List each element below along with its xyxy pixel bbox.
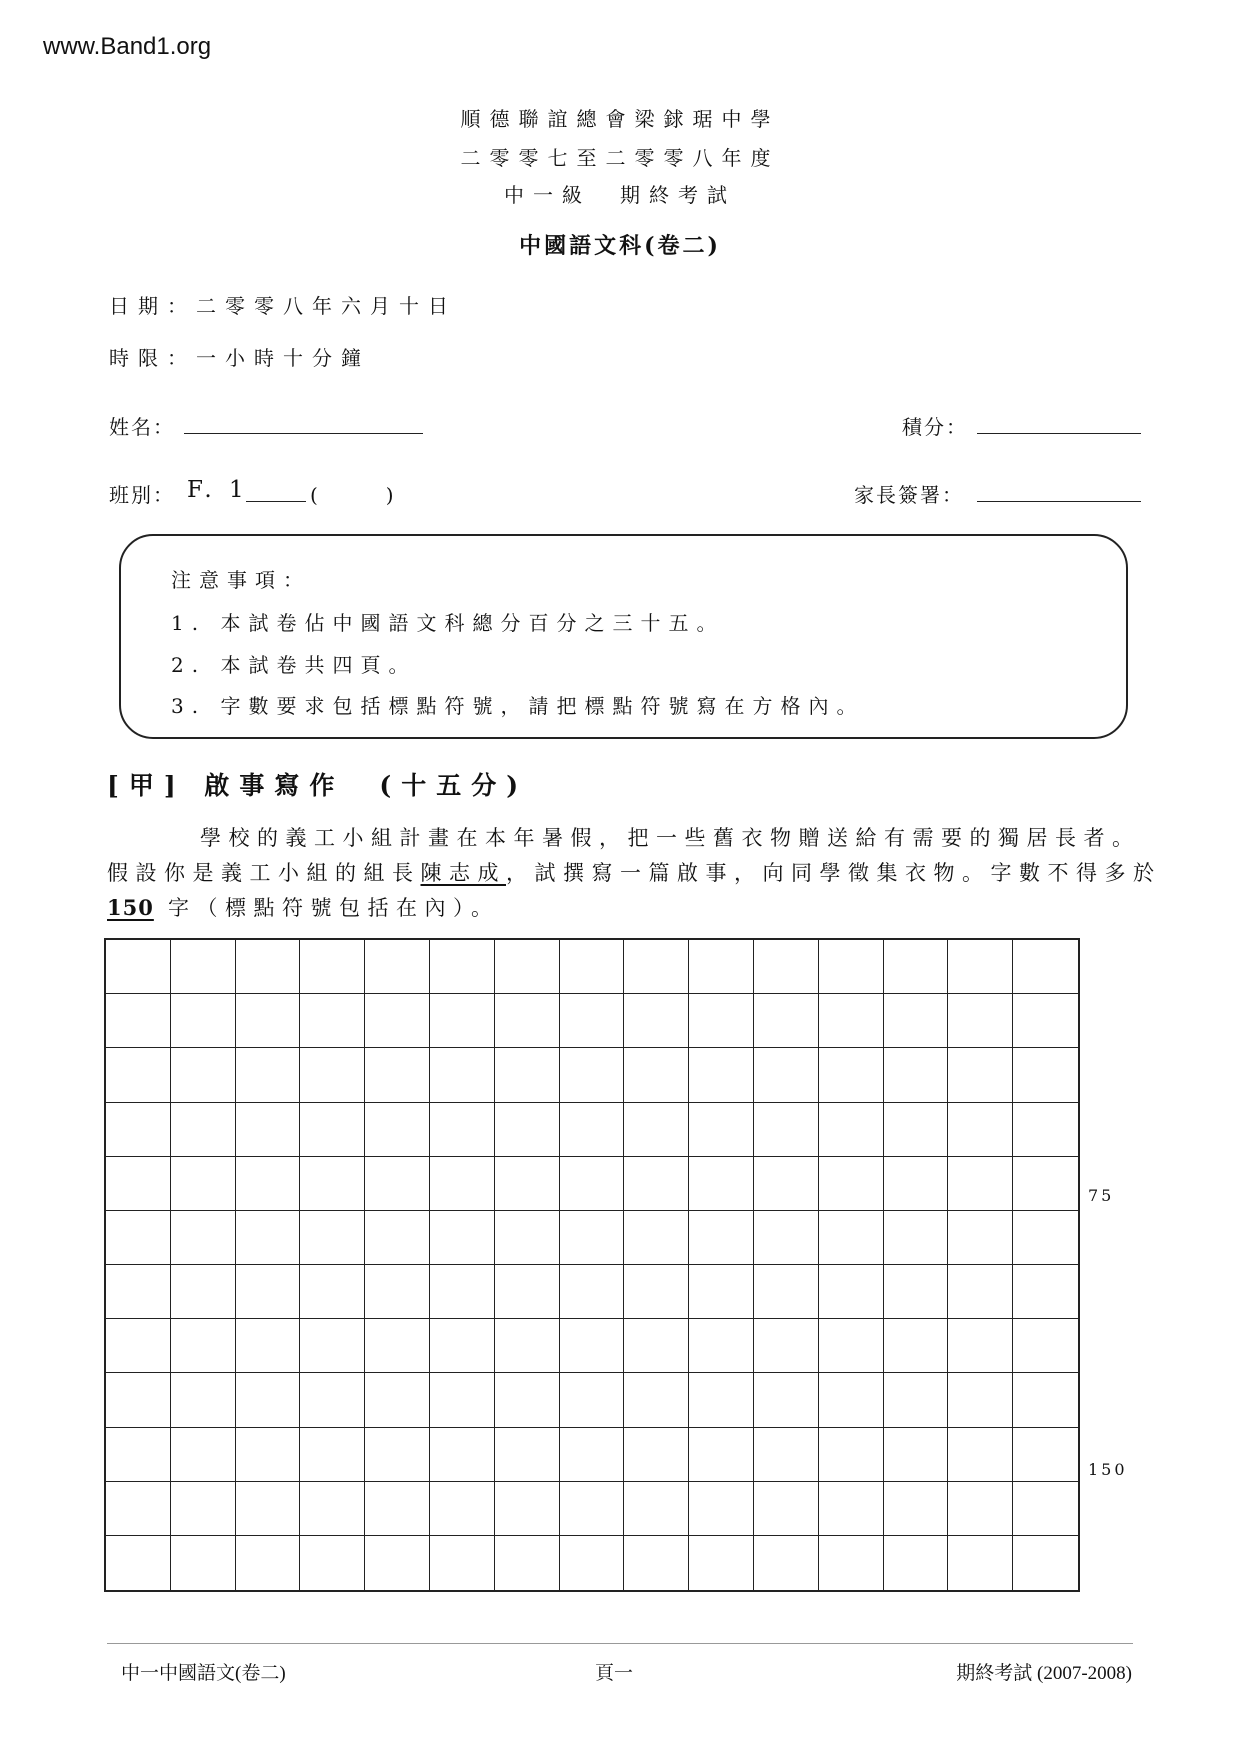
grid-cell[interactable]	[236, 1265, 301, 1319]
grid-cell[interactable]	[300, 1536, 365, 1590]
grid-cell[interactable]	[430, 940, 495, 994]
grid-cell[interactable]	[689, 940, 754, 994]
grid-cell[interactable]	[689, 1536, 754, 1590]
grid-cell[interactable]	[560, 1482, 625, 1536]
grid-cell[interactable]	[171, 1157, 236, 1211]
grid-cell[interactable]	[819, 1428, 884, 1482]
name-field[interactable]	[184, 433, 423, 434]
grid-cell[interactable]	[948, 1428, 1013, 1482]
grid-cell[interactable]	[624, 1428, 689, 1482]
grid-cell[interactable]	[948, 940, 1013, 994]
footer-right: 期終考試 (2007-2008)	[956, 1663, 1132, 1684]
grid-cell[interactable]	[560, 1373, 625, 1427]
grid-cell[interactable]	[495, 1103, 560, 1157]
grid-cell[interactable]	[106, 1265, 171, 1319]
grid-cell[interactable]	[560, 1048, 625, 1102]
grid-cell[interactable]	[754, 1157, 819, 1211]
footer-page: 頁一	[595, 1663, 634, 1684]
grid-cell[interactable]	[106, 1373, 171, 1427]
grid-cell[interactable]	[106, 940, 171, 994]
grid-cell[interactable]	[624, 940, 689, 994]
grid-cell[interactable]	[948, 1536, 1013, 1590]
grid-cell[interactable]	[300, 994, 365, 1048]
grid-cell[interactable]	[754, 1319, 819, 1373]
score-label: 積分：	[902, 415, 968, 439]
grid-cell[interactable]	[819, 1103, 884, 1157]
grid-cell[interactable]	[300, 1211, 365, 1265]
prompt-text: 假設你是義工小組的組長	[107, 861, 421, 885]
grid-cell[interactable]	[495, 1265, 560, 1319]
grid-cell[interactable]	[624, 1265, 689, 1319]
grid-cell[interactable]	[495, 1373, 560, 1427]
grid-cell[interactable]	[754, 1428, 819, 1482]
grid-cell[interactable]	[236, 940, 301, 994]
count-marker-75: 75	[1088, 1186, 1115, 1205]
grid-cell[interactable]	[948, 1103, 1013, 1157]
exam-duration: 時限：一小時十分鐘	[109, 346, 370, 370]
grid-cell[interactable]	[365, 940, 430, 994]
grid-cell[interactable]	[754, 1211, 819, 1265]
grid-cell[interactable]	[884, 1211, 949, 1265]
footer-divider	[107, 1643, 1133, 1644]
grid-cell[interactable]	[560, 940, 625, 994]
grid-cell[interactable]	[300, 1319, 365, 1373]
grid-cell[interactable]	[365, 1157, 430, 1211]
grid-cell[interactable]	[430, 1482, 495, 1536]
site-watermark: www.Band1.org	[43, 33, 212, 60]
grid-cell[interactable]	[365, 994, 430, 1048]
grid-cell[interactable]	[819, 1211, 884, 1265]
grid-cell[interactable]	[236, 994, 301, 1048]
grid-cell[interactable]	[560, 1157, 625, 1211]
grid-cell[interactable]	[171, 1211, 236, 1265]
grid-cell[interactable]	[171, 1103, 236, 1157]
grid-cell[interactable]	[236, 1048, 301, 1102]
grid-cell[interactable]	[300, 1482, 365, 1536]
class-number-field[interactable]: ( )	[310, 483, 396, 507]
grid-cell[interactable]	[884, 1265, 949, 1319]
grid-cell[interactable]	[1013, 1265, 1078, 1319]
school-name: 順德聯誼總會梁銶琚中學	[460, 107, 780, 131]
grid-cell[interactable]	[106, 1157, 171, 1211]
grid-cell[interactable]	[884, 1103, 949, 1157]
grid-cell[interactable]	[171, 1265, 236, 1319]
leader-name: 陳志成	[420, 861, 506, 885]
grid-cell[interactable]	[365, 1211, 430, 1265]
grid-cell[interactable]	[948, 1211, 1013, 1265]
grid-cell[interactable]	[948, 1265, 1013, 1319]
grid-cell[interactable]	[236, 1428, 301, 1482]
grid-cell[interactable]	[430, 1103, 495, 1157]
grid-cell[interactable]	[430, 994, 495, 1048]
grid-cell[interactable]	[236, 1211, 301, 1265]
grid-cell[interactable]	[1013, 1211, 1078, 1265]
grid-cell[interactable]	[365, 1319, 430, 1373]
grid-cell[interactable]	[430, 1319, 495, 1373]
grid-cell[interactable]	[689, 1211, 754, 1265]
grid-cell[interactable]	[106, 1211, 171, 1265]
grid-cell[interactable]	[300, 1048, 365, 1102]
grid-cell[interactable]	[624, 1482, 689, 1536]
grid-cell[interactable]	[236, 1319, 301, 1373]
grid-cell[interactable]	[884, 1482, 949, 1536]
grid-cell[interactable]	[754, 994, 819, 1048]
grid-cell[interactable]	[300, 1265, 365, 1319]
grid-cell[interactable]	[754, 1048, 819, 1102]
grid-cell[interactable]	[171, 1319, 236, 1373]
grid-cell[interactable]	[171, 1428, 236, 1482]
word-limit: 150	[107, 895, 154, 920]
grid-cell[interactable]	[689, 1373, 754, 1427]
grid-cell[interactable]	[884, 1373, 949, 1427]
grid-cell[interactable]	[754, 1103, 819, 1157]
grid-cell[interactable]	[819, 1536, 884, 1590]
grid-cell[interactable]	[754, 1536, 819, 1590]
grid-cell[interactable]	[495, 1319, 560, 1373]
grid-cell[interactable]	[430, 1265, 495, 1319]
notice-item: 2. 本試卷共四頁。	[171, 653, 417, 677]
grid-cell[interactable]	[365, 1265, 430, 1319]
grid-cell[interactable]	[171, 1482, 236, 1536]
grid-cell[interactable]	[106, 1048, 171, 1102]
grid-cell[interactable]	[819, 1265, 884, 1319]
grid-cell[interactable]	[236, 1536, 301, 1590]
grid-cell[interactable]	[689, 1428, 754, 1482]
grid-cell[interactable]	[1013, 1319, 1078, 1373]
footer-left: 中一中國語文(卷二)	[121, 1663, 286, 1684]
grid-cell[interactable]	[560, 1428, 625, 1482]
grid-cell[interactable]	[495, 1428, 560, 1482]
grid-cell[interactable]	[495, 994, 560, 1048]
grid-cell[interactable]	[884, 994, 949, 1048]
grid-cell[interactable]	[365, 1482, 430, 1536]
grid-cell[interactable]	[430, 1048, 495, 1102]
grid-cell[interactable]	[948, 1319, 1013, 1373]
grid-cell[interactable]	[106, 994, 171, 1048]
grid-cell[interactable]	[624, 1319, 689, 1373]
prompt-text: ，試撰寫一篇啟事，向同學徵集衣物。字數不得多於	[506, 861, 1162, 885]
grid-cell[interactable]	[106, 1536, 171, 1590]
grid-cell[interactable]	[300, 1373, 365, 1427]
grid-cell[interactable]	[819, 1319, 884, 1373]
prompt-line-1: 學校的義工小組計畫在本年暑假，把一些舊衣物贈送給有需要的獨居長者。	[200, 826, 1141, 850]
grid-cell[interactable]	[300, 1103, 365, 1157]
score-field[interactable]	[977, 433, 1141, 434]
grid-cell[interactable]	[819, 1373, 884, 1427]
prompt-text: 字（標點符號包括在內）。	[153, 896, 500, 920]
grid-cell[interactable]	[884, 1048, 949, 1102]
grid-cell[interactable]	[430, 1536, 495, 1590]
class-field[interactable]	[246, 501, 306, 502]
grid-cell[interactable]	[624, 1103, 689, 1157]
grid-cell[interactable]	[430, 1211, 495, 1265]
grid-cell[interactable]	[689, 1157, 754, 1211]
grid-cell[interactable]	[560, 1265, 625, 1319]
grid-cell[interactable]	[365, 1536, 430, 1590]
grid-cell[interactable]	[689, 1265, 754, 1319]
grid-cell[interactable]	[948, 994, 1013, 1048]
exam-name: 中一級 期終考試	[504, 183, 736, 207]
grid-cell[interactable]	[948, 1482, 1013, 1536]
grid-cell[interactable]	[171, 1048, 236, 1102]
grid-cell[interactable]	[1013, 1428, 1078, 1482]
grid-cell[interactable]	[495, 1536, 560, 1590]
grid-cell[interactable]	[819, 1048, 884, 1102]
grid-cell[interactable]	[884, 1319, 949, 1373]
grid-cell[interactable]	[106, 1482, 171, 1536]
grid-cell[interactable]	[624, 1048, 689, 1102]
grid-cell[interactable]	[1013, 1103, 1078, 1157]
grid-cell[interactable]	[624, 994, 689, 1048]
grid-cell[interactable]	[819, 1157, 884, 1211]
grid-cell[interactable]	[300, 940, 365, 994]
grid-cell[interactable]	[171, 1536, 236, 1590]
grid-cell[interactable]	[495, 1211, 560, 1265]
grid-cell[interactable]	[1013, 1482, 1078, 1536]
count-marker-150: 150	[1088, 1460, 1128, 1479]
grid-cell[interactable]	[560, 994, 625, 1048]
class-label: 班別：	[109, 483, 175, 507]
grid-cell[interactable]	[236, 1103, 301, 1157]
prompt-line-3	[107, 892, 500, 922]
grid-cell[interactable]	[106, 1428, 171, 1482]
grid-cell[interactable]	[819, 994, 884, 1048]
writing-grid[interactable]	[104, 938, 1080, 1592]
exam-date: 日期：二零零八年六月十日	[109, 294, 457, 318]
grid-cell[interactable]	[171, 994, 236, 1048]
grid-cell[interactable]	[754, 1373, 819, 1427]
grid-cell[interactable]	[948, 1373, 1013, 1427]
grid-cell[interactable]	[754, 940, 819, 994]
name-label: 姓名：	[109, 415, 175, 439]
grid-cell[interactable]	[365, 1048, 430, 1102]
grid-cell[interactable]	[430, 1157, 495, 1211]
grid-cell[interactable]	[430, 1428, 495, 1482]
notice-item: 1. 本試卷佔中國語文科總分百分之三十五。	[171, 611, 725, 635]
grid-cell[interactable]	[884, 1428, 949, 1482]
grid-cell[interactable]	[624, 1373, 689, 1427]
grid-cell[interactable]	[300, 1428, 365, 1482]
grid-cell[interactable]	[689, 1048, 754, 1102]
parent-signature-field[interactable]	[977, 501, 1141, 502]
grid-cell[interactable]	[495, 1157, 560, 1211]
grid-cell[interactable]	[948, 1048, 1013, 1102]
school-year: 二零零七至二零零八年度	[460, 146, 780, 170]
grid-cell[interactable]	[754, 1482, 819, 1536]
grid-cell[interactable]	[560, 1103, 625, 1157]
grid-cell[interactable]	[495, 1048, 560, 1102]
grid-cell[interactable]	[1013, 1536, 1078, 1590]
grid-cell[interactable]	[689, 1103, 754, 1157]
grid-cell[interactable]	[1013, 940, 1078, 994]
grid-cell[interactable]	[495, 940, 560, 994]
grid-cell[interactable]	[624, 1536, 689, 1590]
grid-cell[interactable]	[884, 1536, 949, 1590]
grid-cell[interactable]	[236, 1157, 301, 1211]
parent-signature-label: 家長簽署：	[854, 483, 964, 507]
grid-cell[interactable]	[884, 940, 949, 994]
grid-cell[interactable]	[560, 1211, 625, 1265]
grid-cell[interactable]	[689, 1319, 754, 1373]
grid-cell[interactable]	[819, 940, 884, 994]
grid-cell[interactable]	[560, 1536, 625, 1590]
grid-cell[interactable]	[1013, 1373, 1078, 1427]
grid-cell[interactable]	[365, 1373, 430, 1427]
grid-cell[interactable]	[171, 940, 236, 994]
prompt-line-2	[107, 857, 1162, 887]
grid-cell[interactable]	[819, 1482, 884, 1536]
grid-cell[interactable]	[1013, 1157, 1078, 1211]
grid-cell[interactable]	[1013, 994, 1078, 1048]
grid-cell[interactable]	[495, 1482, 560, 1536]
grid-cell[interactable]	[365, 1428, 430, 1482]
grid-cell[interactable]	[560, 1319, 625, 1373]
section-heading: [甲] 啟事寫作 (十五分)	[107, 771, 529, 800]
grid-cell[interactable]	[171, 1373, 236, 1427]
paper-title: 中國語文科(卷二)	[519, 233, 721, 259]
grid-cell[interactable]	[754, 1265, 819, 1319]
grid-cell[interactable]	[624, 1157, 689, 1211]
grid-cell[interactable]	[106, 1103, 171, 1157]
notice-item: 3. 字數要求包括標點符號，請把標點符號寫在方格內。	[171, 694, 865, 718]
grid-cell[interactable]	[430, 1373, 495, 1427]
class-value: F. 1	[187, 477, 249, 503]
grid-cell[interactable]	[300, 1157, 365, 1211]
grid-cell[interactable]	[1013, 1048, 1078, 1102]
grid-cell[interactable]	[884, 1157, 949, 1211]
grid-cell[interactable]	[689, 1482, 754, 1536]
grid-cell[interactable]	[689, 994, 754, 1048]
grid-cell[interactable]	[236, 1373, 301, 1427]
notice-title: 注意事項：	[171, 568, 311, 592]
grid-cell[interactable]	[365, 1103, 430, 1157]
grid-cell[interactable]	[106, 1319, 171, 1373]
grid-cell[interactable]	[624, 1211, 689, 1265]
grid-cell[interactable]	[948, 1157, 1013, 1211]
grid-cell[interactable]	[236, 1482, 301, 1536]
